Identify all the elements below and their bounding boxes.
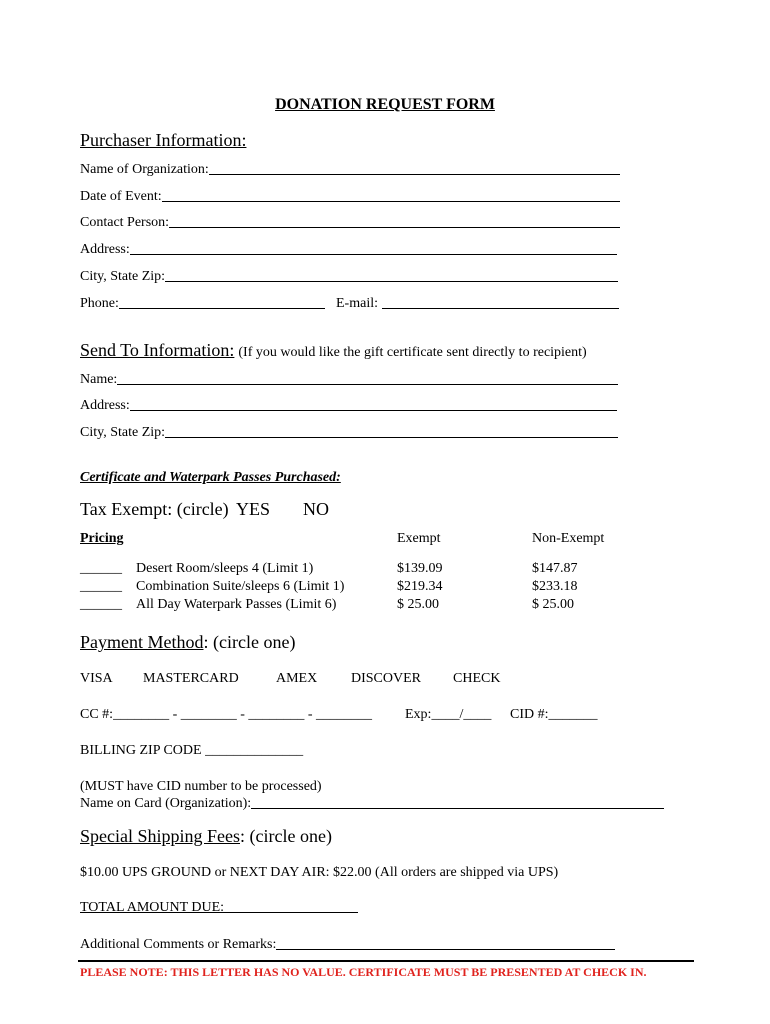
tax-exempt-no[interactable]: NO	[303, 499, 329, 519]
tax-exempt-label: Tax Exempt: (circle)	[80, 499, 229, 519]
recipient-city-field[interactable]	[80, 425, 618, 441]
address-line[interactable]	[130, 253, 617, 255]
payment-option-mastercard[interactable]: MASTERCARD	[143, 671, 239, 686]
pricing-row-exempt: $219.34	[397, 579, 443, 594]
recipient-name-field[interactable]	[80, 372, 618, 388]
payment-header	[80, 632, 295, 653]
cid-required-note: (MUST have CID number to be processed)	[80, 779, 322, 794]
name-on-card-field[interactable]	[80, 796, 664, 812]
shipping-header	[80, 826, 332, 847]
pricing-row-nonexempt: $147.87	[532, 561, 578, 576]
payment-option-check[interactable]: CHECK	[453, 671, 501, 686]
certificate-heading: Certificate and Waterpark Passes Purchased:	[80, 470, 341, 485]
org-line[interactable]	[209, 173, 620, 175]
payment-heading: Payment Method	[80, 632, 204, 652]
pricing-row-blank[interactable]: ______	[80, 597, 122, 612]
contact-line[interactable]	[169, 226, 620, 228]
phone-field[interactable]	[80, 296, 325, 312]
org-label: Name of Organization:	[80, 162, 209, 177]
shipping-heading: Special Shipping Fees	[80, 826, 240, 846]
total-due-field[interactable]	[80, 900, 358, 916]
billing-zip-field[interactable]: BILLING ZIP CODE ______________	[80, 743, 304, 758]
address-label: Address:	[80, 242, 130, 257]
recipient-address-line[interactable]	[130, 409, 617, 411]
city-label: City, State Zip:	[80, 269, 166, 284]
phone-line[interactable]	[119, 307, 325, 309]
comments-line[interactable]	[276, 948, 615, 950]
address-field[interactable]	[80, 242, 617, 258]
email-line[interactable]	[382, 307, 619, 309]
date-field[interactable]	[80, 189, 620, 205]
col-nonexempt-header: Non-Exempt	[532, 531, 605, 546]
pricing-label: Pricing	[80, 531, 124, 546]
phone-label: Phone:	[80, 296, 119, 311]
pricing-row-name: All Day Waterpark Passes (Limit 6)	[136, 597, 337, 612]
cid-field[interactable]: CID #:_______	[510, 707, 598, 722]
email-label: E-mail:	[336, 296, 378, 311]
shipping-fees[interactable]: $10.00 UPS GROUND or NEXT DAY AIR: $22.00 (All orders are shipped via UPS)	[80, 865, 559, 880]
cc-number-field[interactable]: CC #:________ - ________ - ________ - ________	[80, 707, 373, 722]
recipient-name-label: Name:	[80, 372, 118, 387]
tax-exempt-yes[interactable]: YES	[236, 499, 271, 519]
comments-label: Additional Comments or Remarks:	[80, 937, 277, 952]
payment-circle-note: : (circle one)	[203, 632, 296, 652]
recipient-city-label: City, State Zip:	[80, 425, 166, 440]
email-field[interactable]	[336, 296, 619, 312]
recipient-name-line[interactable]	[117, 383, 618, 385]
payment-option-visa[interactable]: VISA	[80, 671, 113, 686]
send-to-note: (If you would like the gift certificate sent directly to recipient)	[238, 345, 587, 360]
payment-option-discover[interactable]: DISCOVER	[351, 671, 422, 686]
footer-divider	[78, 960, 694, 962]
total-due-line[interactable]	[224, 911, 358, 913]
city-line[interactable]	[165, 280, 618, 282]
contact-field[interactable]	[80, 215, 620, 231]
form-title: DONATION REQUEST FORM	[275, 96, 495, 113]
total-due-label: TOTAL AMOUNT DUE:	[80, 900, 225, 915]
pricing-row-blank[interactable]: ______	[80, 561, 122, 576]
recipient-city-line[interactable]	[165, 436, 618, 438]
pricing-row-nonexempt: $233.18	[532, 579, 578, 594]
recipient-address-field[interactable]	[80, 398, 617, 414]
city-field[interactable]	[80, 269, 618, 285]
date-label: Date of Event:	[80, 189, 162, 204]
shipping-circle-note: : (circle one)	[240, 826, 332, 846]
payment-option-amex[interactable]: AMEX	[276, 671, 318, 686]
recipient-address-label: Address:	[80, 398, 130, 413]
contact-label: Contact Person:	[80, 215, 170, 230]
date-line[interactable]	[162, 200, 620, 202]
pricing-row-name: Combination Suite/sleeps 6 (Limit 1)	[136, 579, 345, 594]
org-field[interactable]	[80, 162, 620, 178]
pricing-row-name: Desert Room/sleeps 4 (Limit 1)	[136, 561, 314, 576]
footer-note: PLEASE NOTE: THIS LETTER HAS NO VALUE. CERTIFICATE MUST BE PRESENTED AT CHECK IN.	[80, 965, 647, 979]
send-to-heading: Send To Information:	[80, 340, 235, 360]
col-exempt-header: Exempt	[397, 531, 441, 546]
name-on-card-label: Name on Card (Organization):	[80, 796, 252, 811]
comments-field[interactable]	[80, 937, 615, 953]
pricing-row-exempt: $139.09	[397, 561, 443, 576]
pricing-row-blank[interactable]: ______	[80, 579, 122, 594]
pricing-row-exempt: $ 25.00	[397, 597, 439, 612]
expiration-field[interactable]: Exp:____/____	[405, 707, 492, 722]
pricing-row-nonexempt: $ 25.00	[532, 597, 574, 612]
purchaser-heading: Purchaser Information:	[80, 130, 247, 150]
name-on-card-line[interactable]	[251, 807, 664, 809]
send-to-header	[80, 340, 587, 361]
